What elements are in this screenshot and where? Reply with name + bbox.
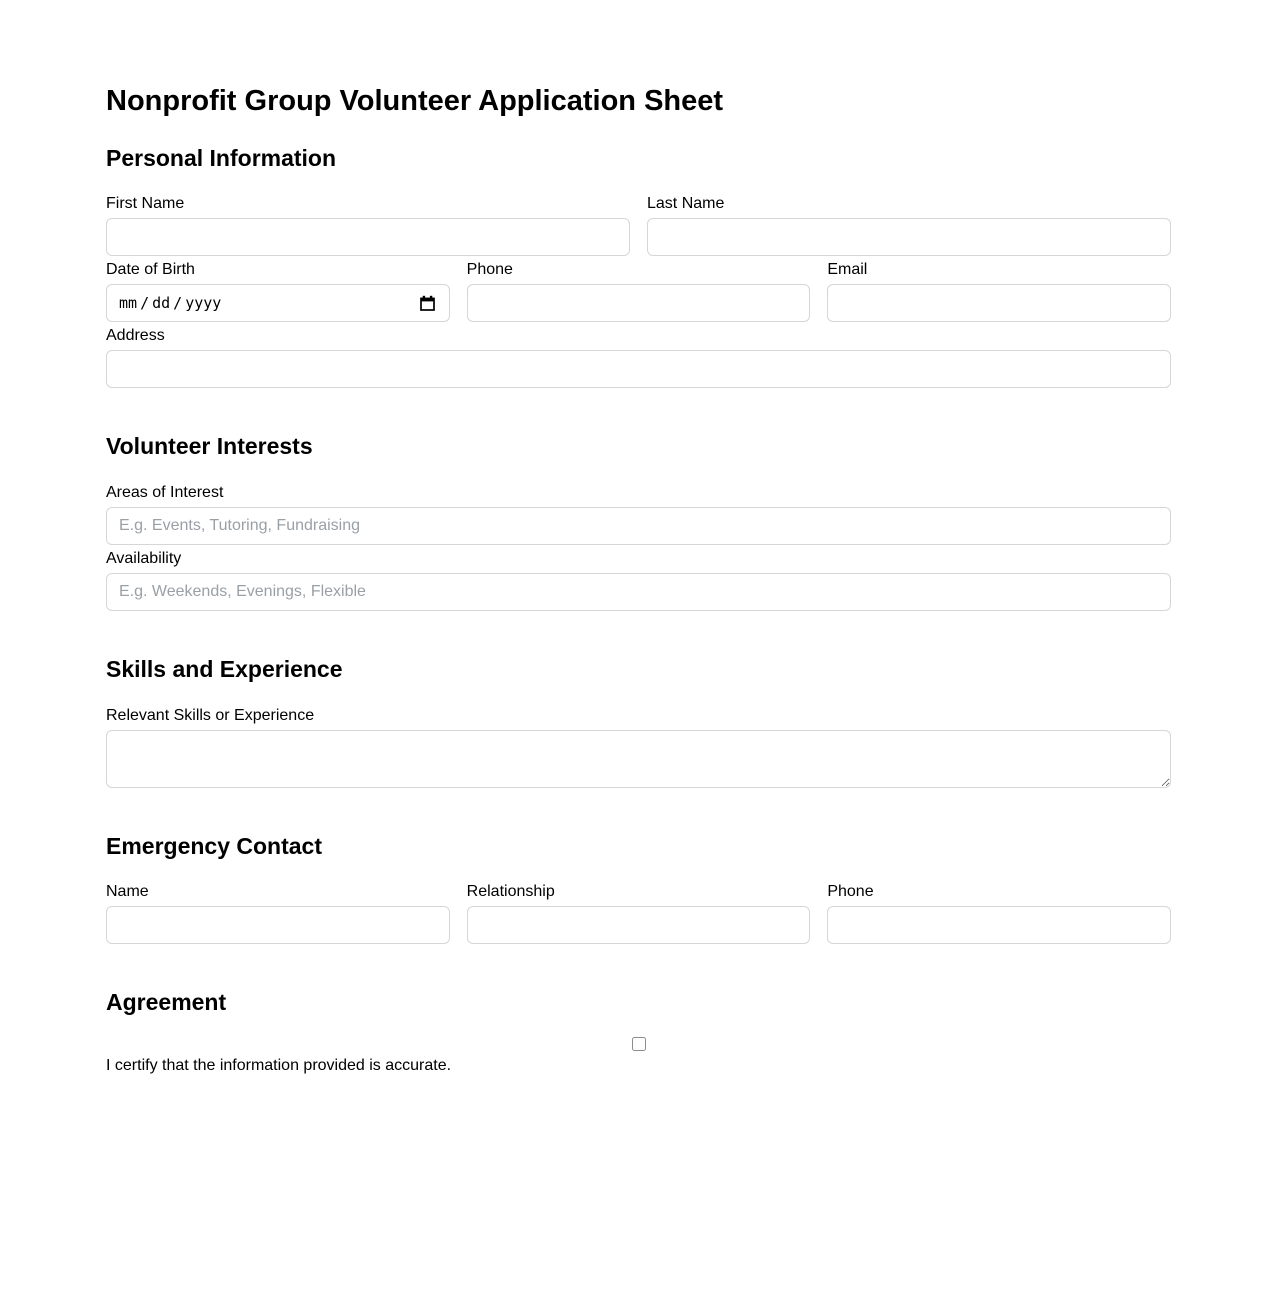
date-placeholder-text: mm / dd / yyyy [119, 294, 222, 313]
certify-label: I certify that the information provided is accurate. [106, 1056, 452, 1074]
areas-of-interest-input[interactable] [106, 507, 1171, 545]
certify-checkbox[interactable] [632, 1037, 646, 1051]
emergency-name-label: Name [106, 883, 149, 901]
skills-row [106, 704, 1171, 788]
emergency-phone-field [827, 880, 1171, 944]
emergency-name-field [106, 880, 450, 944]
section-skills-experience [106, 656, 1171, 788]
page-title: Nonprofit Group Volunteer Application Sheet [106, 85, 724, 117]
volunteer-interests-heading: Volunteer Interests [106, 433, 313, 460]
emergency-relationship-field [467, 880, 811, 944]
date-of-birth-label: Date of Birth [106, 261, 195, 279]
last-name-field [647, 192, 1171, 256]
availability-field [106, 547, 1171, 611]
emergency-contact-heading: Emergency Contact [106, 832, 323, 859]
address-input[interactable] [106, 350, 1171, 388]
interests-row-availability [106, 547, 1171, 611]
emergency-row [106, 880, 1171, 944]
emergency-relationship-input[interactable] [467, 906, 811, 944]
agreement-heading: Agreement [106, 989, 227, 1016]
section-personal-information [106, 145, 1171, 389]
date-of-birth-input[interactable] [106, 284, 450, 322]
calendar-icon[interactable] [419, 294, 437, 312]
phone-input[interactable] [467, 284, 811, 322]
email-field [827, 258, 1171, 322]
date-of-birth-field [106, 258, 450, 322]
certify-field [106, 1037, 1171, 1078]
phone-field [467, 258, 811, 322]
emergency-phone-input[interactable] [827, 906, 1171, 944]
availability-label: Availability [106, 549, 182, 567]
first-name-input[interactable] [106, 218, 630, 256]
personal-row-names [106, 192, 1171, 256]
address-field [106, 324, 1171, 388]
availability-input[interactable] [106, 573, 1171, 611]
relevant-skills-textarea[interactable] [106, 730, 1171, 788]
email-label: Email [827, 261, 868, 279]
section-agreement [106, 989, 1171, 1078]
areas-of-interest-label: Areas of Interest [106, 483, 224, 501]
section-emergency-contact [106, 833, 1171, 945]
skills-experience-heading: Skills and Experience [106, 655, 343, 682]
address-label: Address [106, 327, 165, 345]
areas-of-interest-field [106, 481, 1171, 545]
volunteer-application-form [106, 0, 1171, 1078]
personal-row-contact [106, 258, 1171, 322]
interests-row-areas [106, 481, 1171, 545]
first-name-field [106, 192, 630, 256]
last-name-input[interactable] [647, 218, 1171, 256]
emergency-name-input[interactable] [106, 906, 450, 944]
section-volunteer-interests [106, 433, 1171, 611]
last-name-label: Last Name [647, 195, 725, 213]
personal-row-address [106, 324, 1171, 388]
email-input[interactable] [827, 284, 1171, 322]
emergency-phone-label: Phone [827, 883, 874, 901]
first-name-label: First Name [106, 195, 185, 213]
certify-checkbox-row [106, 1037, 1171, 1051]
personal-information-heading: Personal Information [106, 144, 337, 171]
relevant-skills-label: Relevant Skills or Experience [106, 706, 315, 724]
phone-label: Phone [466, 261, 513, 279]
emergency-relationship-label: Relationship [466, 883, 555, 901]
relevant-skills-field [106, 704, 1171, 788]
